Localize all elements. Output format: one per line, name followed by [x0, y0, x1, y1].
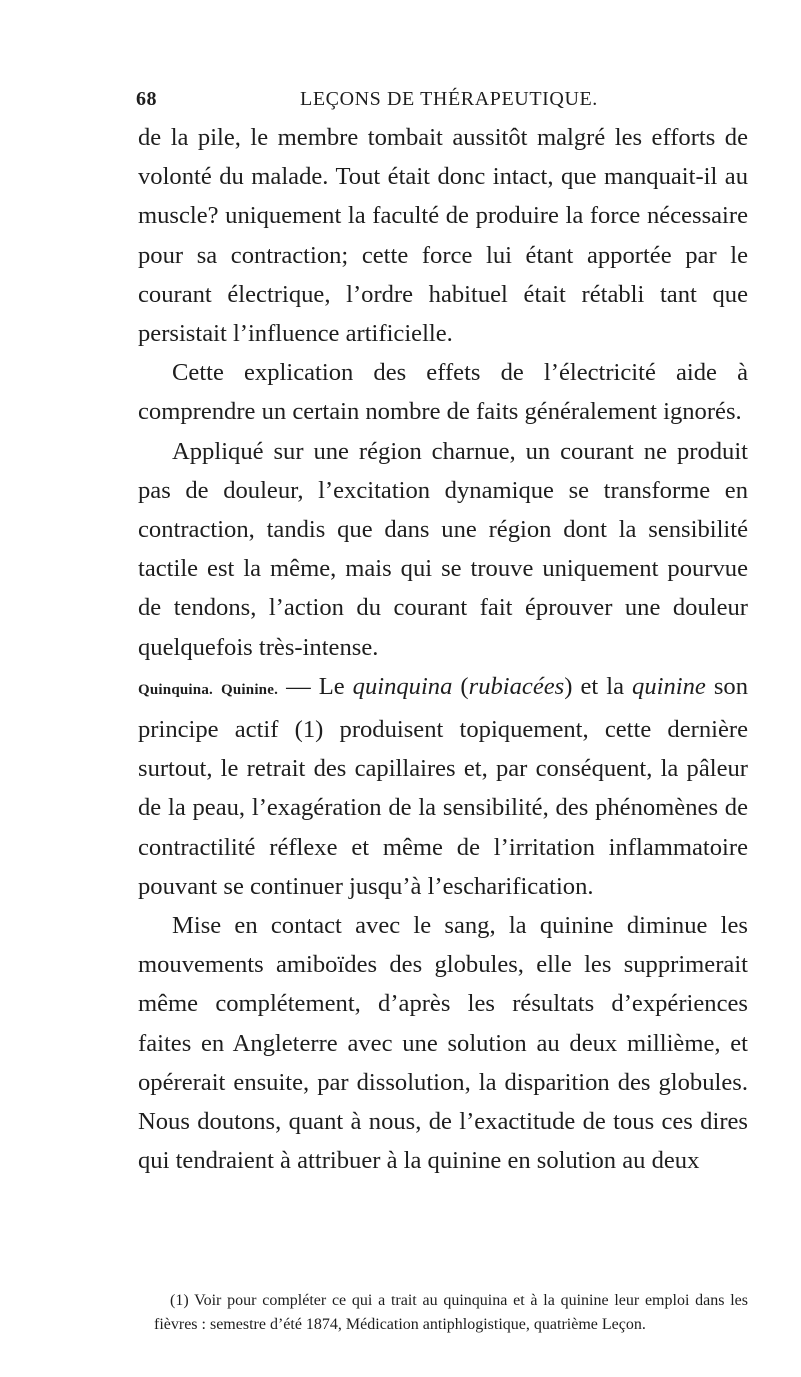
- footnote: (1) Voir pour compléter ce qui a trait au quinquina et à la quinine leur emploi dans les fièvres : semestre d’été 1874, Médication antiphlogistique, quatrième Leçon.: [154, 1292, 748, 1333]
- paragraph-3: Appliqué sur une région charnue, un courant ne produit pas de douleur, l’excitation dynamique se transforme en contraction, tandis que dans une région dont la sensibilité tactile est la même, mais qui se trouve uniquement pourvue de tendons, l’action du courant fait éprouver une douleur quelquefois très-intense.: [138, 437, 748, 661]
- italic-quinquina: quinquina: [352, 672, 453, 700]
- italic-rubiacees: rubiacées: [468, 672, 565, 700]
- paragraph-2: Cette explication des effets de l’électricité aide à comprendre un certain nombre de faits généralement ignorés.: [138, 359, 748, 426]
- page-number: 68: [136, 88, 157, 110]
- paragraph-4-text-c: ) et la: [564, 672, 633, 700]
- paragraph-4-text-d: son principe actif (1) produisent topiquement, cette dernière surtout, le retrait des capillaires et, par conséquent, la pâleur de la peau, l’exagération de la sensibilité, des phénomènes de contractilité réflexe et même de l’irritation inflammatoire pouvant se continuer jusqu’à l’escharification.: [138, 672, 748, 900]
- paragraph-4-text-b: (: [452, 672, 469, 700]
- sidenote-quinquina: Quinquina.: [138, 681, 213, 698]
- body-text: [138, 118, 748, 1180]
- paragraph-4-text-a: — Le: [278, 672, 353, 700]
- paragraph-1: de la pile, le membre tombait aussitôt malgré les efforts de volonté du malade. Tout était donc intact, que manquait-il au muscle? uniquement la faculté de produire la force nécessaire pour sa contraction; cette force lui étant apportée par le courant électrique, l’ordre habituel était rétabli tant que persistait l’influence artificielle.: [138, 124, 748, 348]
- running-head: LEÇONS DE THÉRAPEUTIQUE.: [300, 88, 598, 110]
- italic-quinine: quinine: [632, 672, 706, 700]
- paragraph-4: [138, 667, 748, 906]
- sidenote-quinine: Quinine.: [221, 681, 279, 698]
- paragraph-5: Mise en contact avec le sang, la quinine diminue les mouvements amiboïdes des globules, elle les supprimerait même complétement, d’après les résultats d’expériences faites en Angleterre avec une solution au deux millième, et opérerait ensuite, par dissolution, la disparition des globules. Nous doutons, quant à nous, de l’exactitude de tous ces dires qui tendraient à attribuer à la quinine en solution au deux: [138, 912, 748, 1175]
